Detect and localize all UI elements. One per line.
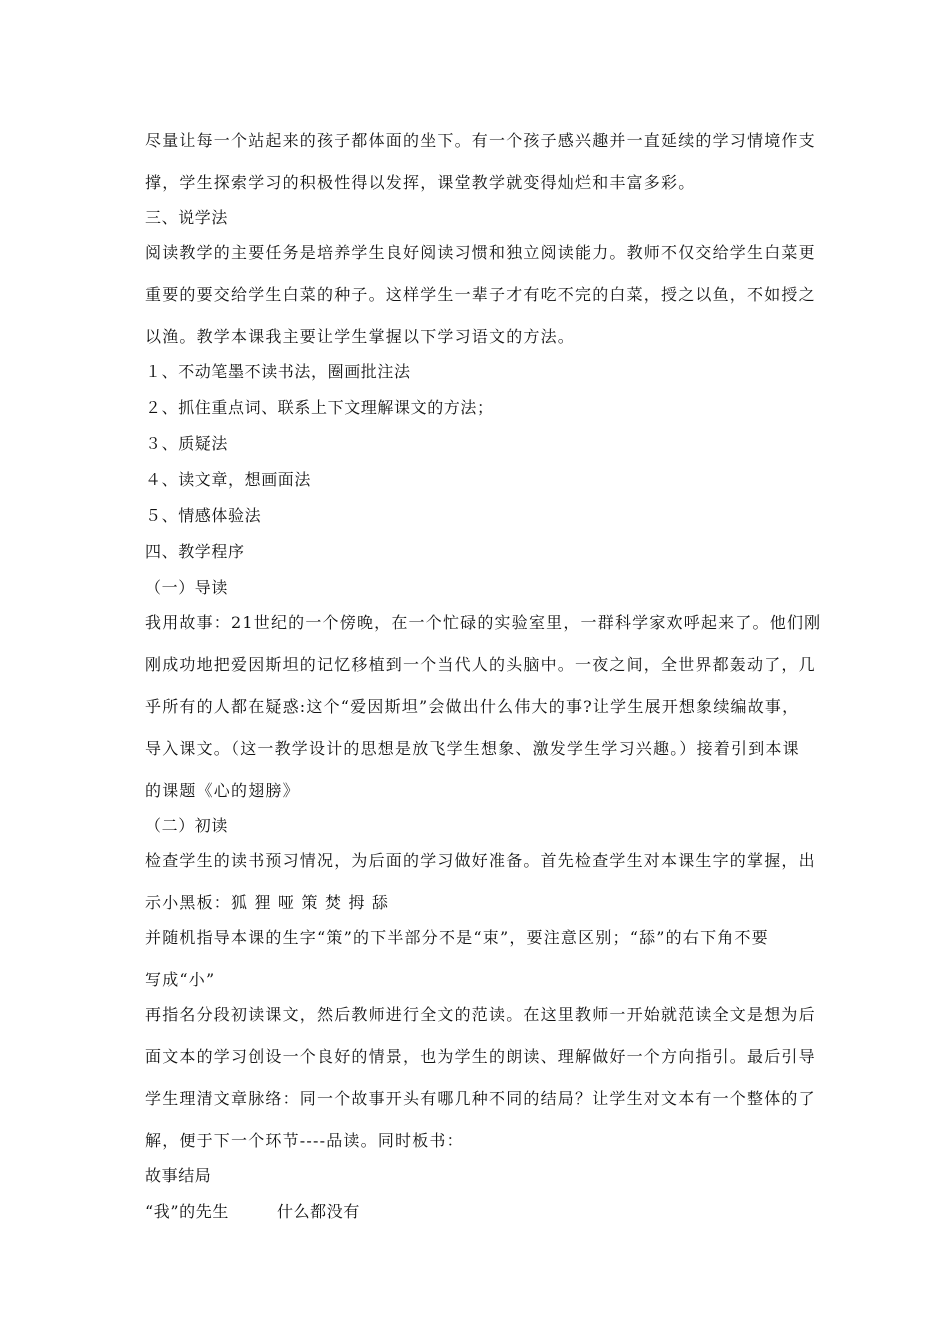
subheading-daodu: （一）导读 xyxy=(145,578,229,597)
board-title: 故事结局 xyxy=(145,1166,212,1185)
paragraph-line: 示小黑板：狐 狸 哑 策 焚 拇 舔 xyxy=(145,893,390,912)
board-row xyxy=(145,1199,360,1222)
paragraph-line: 我用故事：21世纪的一个傍晚，在一个忙碌的实验室里，一群科学家欢呼起来了。他们刚 xyxy=(145,613,822,632)
paragraph-line: 尽量让每一个站起来的孩子都体面的坐下。有一个孩子感兴趣并一直延续的学习情境作支 xyxy=(145,131,816,150)
paragraph-line: 写成“小” xyxy=(145,970,216,989)
paragraph-line: 的课题《心的翅膀》 xyxy=(145,781,300,800)
section-heading-3: 三、说学法 xyxy=(145,208,229,227)
paragraph-line: 乎所有的人都在疑惑:这个“爱因斯坦”会做出什么伟大的事?让学生展开想象续编故事， xyxy=(145,697,800,716)
method-item: ５、情感体验法 xyxy=(145,506,262,525)
paragraph-line: 检查学生的读书预习情况，为后面的学习做好准备。首先检查学生对本课生字的掌握，出 xyxy=(145,851,816,870)
board-row-left: “我”的先生 xyxy=(145,1202,229,1221)
paragraph-line: 再指名分段初读课文，然后教师进行全文的范读。在这里教师一开始就范读全文是想为后 xyxy=(145,1005,816,1024)
paragraph-line: 阅读教学的主要任务是培养学生良好阅读习惯和独立阅读能力。教师不仅交给学生白菜更 xyxy=(145,243,816,262)
method-item: ３、质疑法 xyxy=(145,434,229,453)
paragraph-line: 导入课文。（这一教学设计的思想是放飞学生想象、激发学生学习兴趣。）接着引到本课 xyxy=(145,739,800,758)
paragraph-line: 以渔。教学本课我主要让学生掌握以下学习语文的方法。 xyxy=(145,327,576,346)
method-item: ２、抓住重点词、联系上下文理解课文的方法； xyxy=(145,398,494,417)
paragraph-line: 刚成功地把爱因斯坦的记忆移植到一个当代人的头脑中。一夜之间，全世界都轰动了，几 xyxy=(145,655,816,674)
paragraph-line: 撑，学生探索学习的积极性得以发挥，课堂教学就变得灿烂和丰富多彩。 xyxy=(145,173,696,192)
method-item: １、不动笔墨不读书法，圈画批注法 xyxy=(145,362,411,381)
subheading-chudu: （二）初读 xyxy=(145,816,229,835)
method-item: ４、读文章，想画面法 xyxy=(145,470,312,489)
paragraph-line: 并随机指导本课的生字“策”的下半部分不是“束”，要注意区别；“舔”的右下角不要 xyxy=(145,928,769,947)
board-row-right: 什么都没有 xyxy=(276,1202,360,1221)
paragraph-line: 学生理清文章脉络：同一个故事开头有哪几种不同的结局？让学生对文本有一个整体的了 xyxy=(145,1089,816,1108)
paragraph-line: 解，便于下一个环节----品读。同时板书： xyxy=(145,1131,464,1150)
paragraph-line: 面文本的学习创设一个良好的情景，也为学生的朗读、理解做好一个方向指引。最后引导 xyxy=(145,1047,816,1066)
section-heading-4: 四、教学程序 xyxy=(145,542,245,561)
paragraph-line: 重要的要交给学生白菜的种子。这样学生一辈子才有吃不完的白菜，授之以鱼，不如授之 xyxy=(145,285,816,304)
